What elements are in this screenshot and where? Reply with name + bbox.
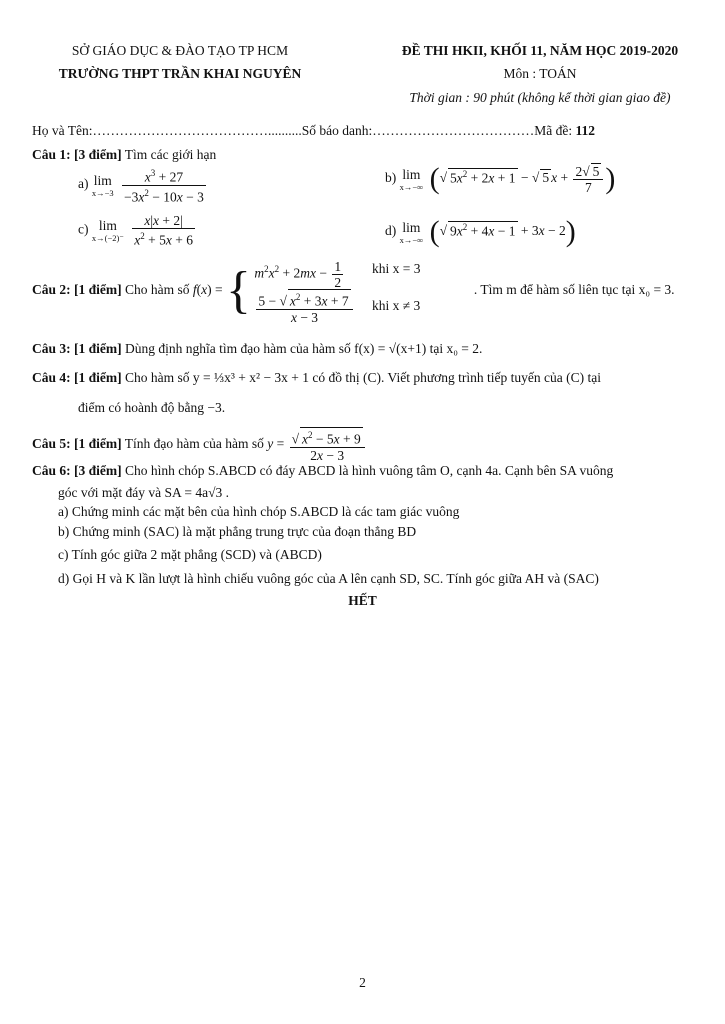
q5-fraction: $\frac{√ x^2 - 5x + 9}{2x - 3}$ (290, 427, 365, 463)
q1-part-b: b) lim x→−∞ (√ $5x^2 + 2x + 1$ − √ 5 x + $\frac{2√ 5}{7}$ ) (385, 162, 616, 195)
q4-text-line2: điểm có hoành độ bằng −3. (78, 400, 226, 415)
q6-label: Câu 6: [3 điểm] (32, 463, 122, 478)
q1-part-c: c) lim x→(−2)⁻ $\frac{x|x + 2|}{x^2 + 5x + 6}$ (78, 213, 193, 248)
question-5: Câu 5: [1 điểm] Tính đạo hàm của hàm số y = $\frac{√ x^2 - 5x + 9}{2x - 3}$ (32, 427, 693, 463)
q2-condition-2: khi x ≠ 3 (372, 298, 421, 313)
code-label: Mã đề: (534, 123, 576, 138)
q1-a-label: a) (78, 176, 89, 192)
subject: Môn : TOÁN (503, 66, 577, 81)
limit-operator: lim x→−3 (91, 172, 114, 198)
question-2: Câu 2: [1 điểm] Cho hàm số f(x) = { $m^2x^2 + 2mx$ − $\frac{1}{2}$ $\frac{5 - √ x^2 + 3x + 7}{x - 3}$ khi x = 3 khi x ≠ 3 . Tìm m để hàm số liên tục tại x₀ = 3. (32, 254, 693, 328)
question-4 (32, 370, 693, 386)
exam-title: ĐỀ THI HKII, KHỐI 11, NĂM HỌC 2019-2020 (401, 43, 679, 58)
q1-c-label: c) (78, 221, 89, 237)
q6-part-b: b) Chứng minh (SAC) là mặt phẳng trung trực của đoạn thẳng BD (58, 524, 417, 539)
q1-d-label: d) (385, 223, 397, 239)
q6-part-a: a) Chứng minh các mặt bên của hình chóp S.ABCD là các tam giác vuông (58, 504, 460, 519)
q1-text: Tìm các giới hạn (121, 147, 217, 162)
school-name: TRƯỜNG THPT TRẦN KHAI NGUYÊN (58, 66, 302, 81)
question-6 (32, 463, 693, 479)
department-name: SỞ GIÁO DỤC & ĐÀO TẠO TP HCM (71, 43, 289, 58)
q3-label: Câu 3: [1 điểm] (32, 341, 122, 356)
limit-operator: lim x→−∞ (399, 166, 424, 192)
limit-operator: lim x→−∞ (399, 219, 424, 245)
fraction: $\frac{x^3 + 27}{-3x^2 - 10x - 3}$ (124, 168, 204, 204)
question-1 (32, 147, 693, 163)
code-value: 112 (575, 123, 596, 138)
piecewise-function: $m^2x^2 + 2mx$ − $\frac{1}{2}$ $\frac{5 - √ x^2 + 3x + 7}{x - 3}$ (254, 254, 354, 328)
exam-time: Thời gian : 90 phút (không kể thời gian giao đề) (409, 90, 671, 105)
end-marker: HẾT (348, 593, 377, 608)
q6-part-d: d) Gọi H và K lần lượt là hình chiếu vuông góc của A lên cạnh SD, SC. Tính góc giữa AH và (SAC) (58, 571, 599, 586)
limit-operator: lim x→(−2)⁻ (91, 217, 124, 243)
q6-part-c: c) Tính góc giữa 2 mặt phẳng (SCD) và (ABCD) (58, 547, 322, 562)
sbd-label: Số báo danh:……………………………… (301, 123, 535, 138)
q4-label: Câu 4: [1 điểm] (32, 370, 122, 385)
q2-condition-1: khi x = 3 (372, 261, 421, 276)
q3-text: Dùng định nghĩa tìm đạo hàm của hàm số f(x) = √(x+1) tại x₀ = 2. (121, 341, 483, 356)
q6-text: Cho hình chóp S.ABCD có đáy ABCD là hình vuông tâm O, cạnh 4a. Cạnh bên SA vuông (121, 463, 614, 478)
q5-text: Tính đạo hàm của hàm số (121, 435, 268, 451)
q2-label: Câu 2: [1 điểm] (32, 282, 122, 298)
q1-label: Câu 1: [3 điểm] (32, 147, 122, 162)
q6-text-line2: góc với mặt đáy và SA = 4a√3 . (58, 485, 230, 500)
page-number: 2 (359, 975, 366, 990)
q1-b-label: b) (385, 170, 397, 186)
student-info-line (32, 123, 693, 139)
name-label: Họ và Tên:………………………………….......... (32, 123, 302, 138)
q5-label: Câu 5: [1 điểm] (32, 435, 122, 451)
q2-tail: . Tìm m để hàm số liên tục tại x₀ = 3. (473, 282, 675, 298)
q1-part-a (78, 166, 208, 204)
question-3 (32, 341, 693, 357)
q4-text: Cho hàm số y = ⅓x³ + x² − 3x + 1 có đồ thị (C). Viết phương trình tiếp tuyến của (C) tại (121, 370, 602, 385)
q2-text: Cho hàm số (121, 282, 193, 298)
q1-part-d: d) lim x→−∞ (√ $9x^2 + 4x - 1 + 3x - 2$) (385, 215, 576, 248)
